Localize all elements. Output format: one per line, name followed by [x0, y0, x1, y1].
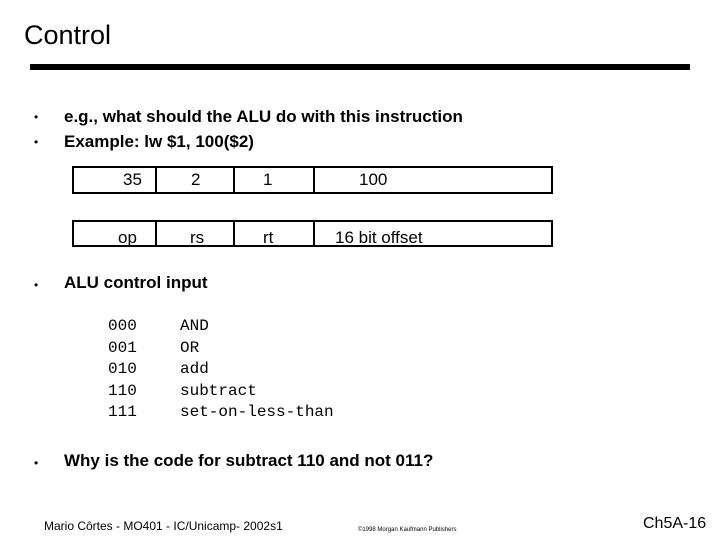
alu-code: 111: [108, 403, 137, 421]
bullet-text-alu-question: e.g., what should the ALU do with this instruction: [64, 107, 463, 126]
field-divider: [313, 166, 315, 194]
field-value-rs: 2: [191, 170, 201, 189]
footer-author: Mario Côrtes - MO401 - IC/Unicamp- 2002s1: [44, 519, 283, 533]
bullet-marker: •: [34, 110, 39, 124]
alu-control-operations: [180, 316, 334, 424]
field-value-rt: 1: [263, 170, 273, 189]
alu-operation: AND: [180, 317, 209, 335]
field-divider: [313, 220, 315, 247]
field-label-rs: rs: [190, 228, 205, 247]
field-label-rt: rt: [263, 228, 274, 247]
field-divider: [233, 166, 235, 194]
bullet-text-alu-control: ALU control input: [64, 273, 208, 292]
field-label-op: op: [118, 228, 137, 247]
alu-operation: OR: [180, 338, 200, 357]
field-label-offset: 16 bit offset: [335, 228, 423, 247]
footer-copyright: ©1998 Morgan Kaufmann Publishers: [358, 527, 457, 533]
bullet-text-subtract-question: Why is the code for subtract 110 and not 011?: [64, 451, 434, 470]
alu-code: 110: [108, 381, 137, 400]
field-divider: [155, 166, 157, 194]
alu-code: 001: [108, 338, 137, 357]
field-divider: [155, 220, 157, 247]
alu-operation: add: [180, 360, 209, 378]
alu-control-codes: [108, 316, 137, 424]
bullet-marker: •: [34, 278, 39, 292]
bullet-text-example: Example: lw $1, 100($2): [64, 132, 254, 151]
field-divider: [233, 220, 235, 247]
title-divider: [30, 64, 690, 70]
alu-code: 000: [108, 317, 137, 335]
field-value-offset: 100: [359, 170, 388, 189]
instruction-labels-row: [72, 220, 553, 247]
field-value-op: 35: [123, 170, 142, 189]
bullet-marker: •: [34, 135, 39, 149]
alu-operation: set-on-less-than: [180, 403, 334, 421]
alu-code: 010: [108, 360, 137, 378]
instruction-values-row: [72, 166, 553, 194]
alu-operation: subtract: [180, 381, 257, 400]
footer-page-number: Ch5A-16: [643, 515, 707, 532]
slide-title: Control: [24, 20, 112, 50]
bullet-marker: •: [34, 456, 39, 470]
